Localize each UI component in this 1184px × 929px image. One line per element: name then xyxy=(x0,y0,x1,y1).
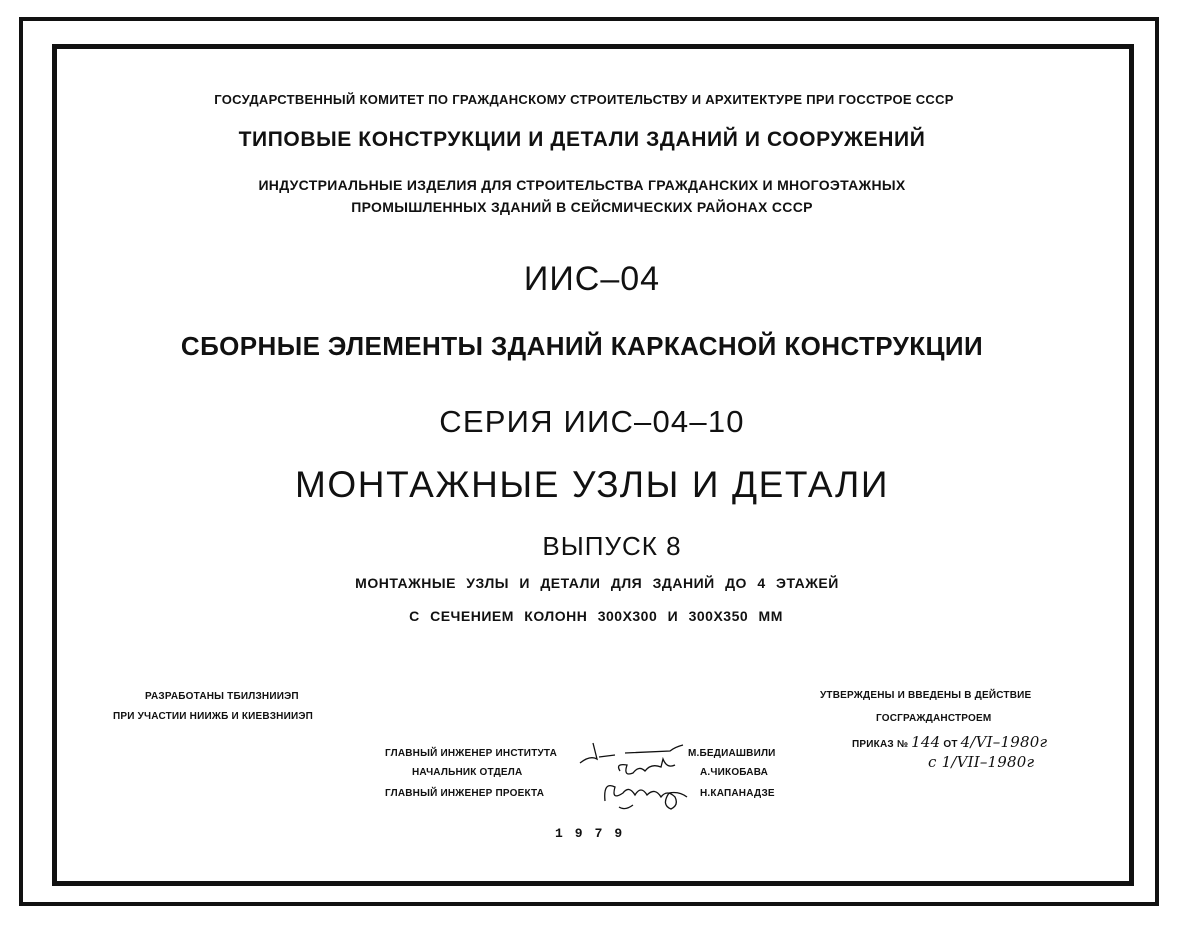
issue-number: ВЫПУСК 8 xyxy=(542,531,682,561)
typical-structures-heading: ТИПОВЫЕ КОНСТРУКЦИИ И ДЕТАЛИ ЗДАНИЙ И СООРУЖЕНИЙ xyxy=(238,128,926,151)
effective-date: с 1/VII–1980г xyxy=(928,753,1035,771)
order-number: 144 xyxy=(911,733,941,751)
committee-heading: ГОСУДАРСТВЕННЫЙ КОМИТЕТ ПО ГРАЖДАНСКОМУ СТРОИТЕЛЬСТВУ И АРХИТЕКТУРЕ ПРИ ГОССТРОЕ СССР xyxy=(214,92,954,107)
developed-by: РАЗРАБОТАНЫ ТБИЛЗНИИЭП xyxy=(145,691,299,702)
developed-participation: ПРИ УЧАСТИИ НИИЖБ И КИЕВЗНИИЭП xyxy=(113,711,314,722)
signatory-role: НАЧАЛЬНИК ОТДЕЛА xyxy=(412,767,523,778)
approval-order xyxy=(852,733,1047,751)
document-title: МОНТАЖНЫЕ УЗЛЫ И ДЕТАЛИ xyxy=(294,464,890,505)
signatory-role: ГЛАВНЫЙ ИНЖЕНЕР ИНСТИТУТА xyxy=(385,748,558,759)
signatory-role: ГЛАВНЫЙ ИНЖЕНЕР ПРОЕКТА xyxy=(385,788,545,799)
approved-authority: ГОСГРАЖДАНСТРОЕМ xyxy=(876,713,992,724)
order-date: 4/VI–1980г xyxy=(960,733,1048,751)
handwritten-signatures xyxy=(575,735,695,815)
approved-heading: УТВЕРЖДЕНЫ И ВВЕДЕНЫ В ДЕЙСТВИЕ xyxy=(820,690,1032,701)
description-line-1: МОНТАЖНЫЕ УЗЛЫ И ДЕТАЛИ ДЛЯ ЗДАНИЙ ДО 4 ЭТАЖЕЙ xyxy=(355,575,839,591)
signatory-name: Н.КАПАНАДЗЕ xyxy=(700,788,775,799)
industrial-line-2: ПРОМЫШЛЕННЫХ ЗДАНИЙ В СЕЙСМИЧЕСКИХ РАЙОНАХ СССР xyxy=(351,199,813,215)
industrial-line-1: ИНДУСТРИАЛЬНЫЕ ИЗДЕЛИЯ ДЛЯ СТРОИТЕЛЬСТВА ГРАЖДАНСКИХ И МНОГОЭТАЖНЫХ xyxy=(258,177,906,193)
order-prefix: ПРИКАЗ № xyxy=(852,739,909,750)
publication-year: 1979 xyxy=(555,826,635,841)
catalog-code: ИИС–04 xyxy=(523,260,661,298)
order-from: ОТ xyxy=(943,739,958,750)
description-line-2: С СЕЧЕНИЕМ КОЛОНН 300Х300 И 300Х350 ММ xyxy=(409,608,783,624)
elements-heading: СБОРНЫЕ ЭЛЕМЕНТЫ ЗДАНИЙ КАРКАСНОЙ КОНСТРУКЦИИ xyxy=(180,331,984,361)
signatory-name: М.БЕДИАШВИЛИ xyxy=(688,748,776,759)
signatory-name: А.ЧИКОБАВА xyxy=(700,767,769,778)
series-title: СЕРИЯ ИИС–04–10 xyxy=(439,404,745,439)
